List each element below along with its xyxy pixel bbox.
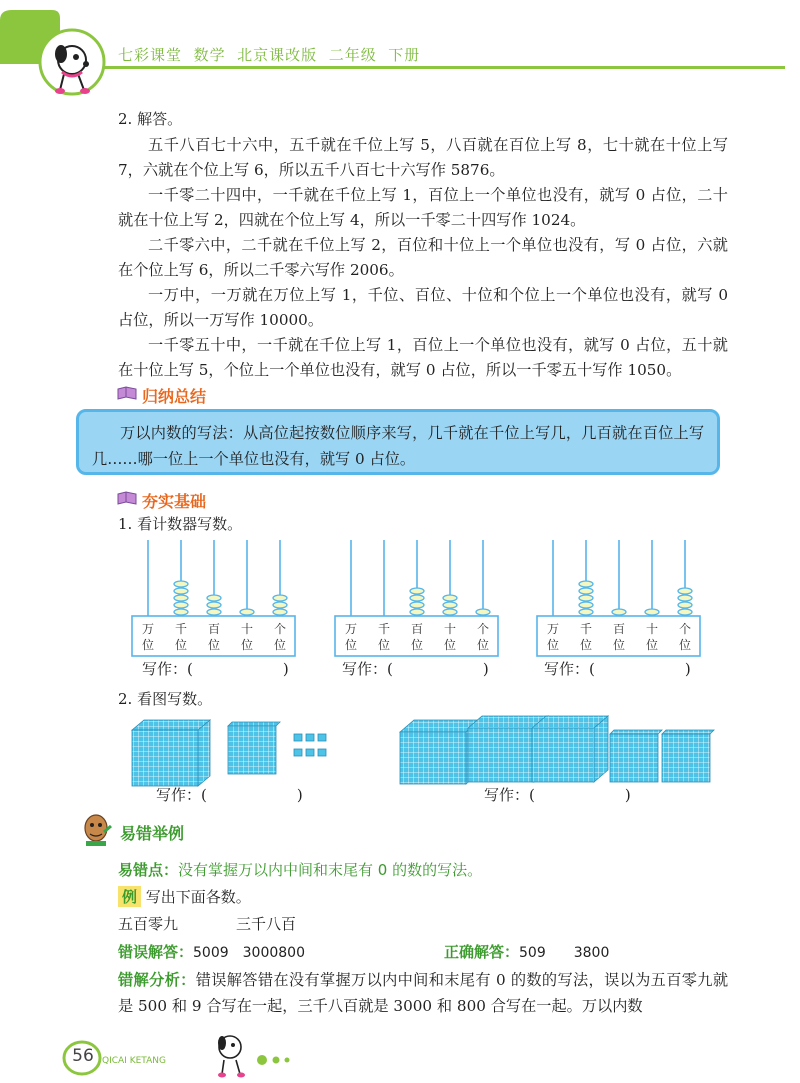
abacus-bead: [579, 602, 593, 608]
basics-title: 夯实基础: [142, 492, 207, 511]
abacus-bead: [579, 581, 593, 587]
answer-paragraph-4: 一万中，一万就在万位上写 1，千位、百位、十位和个位上一个单位也没有，就写 0 占位，所以一万写作 10000。: [118, 286, 728, 329]
answer-paragraph-5: 一千零五十中，一千就在千位上写 1，百位上一个单位也没有，就写 0 占位，五十就在十位上写 5，个位上一个单位也没有，就写 0 占位，所以一千零五十写作 1050。: [118, 336, 728, 379]
write-answer-2: 写作：( ): [342, 660, 489, 678]
abacus-bead: [174, 602, 188, 608]
summary-title: 归纳总结: [142, 387, 207, 406]
footer-brand: QICAI KETANG: [102, 1056, 166, 1066]
place-label: 十: [443, 622, 457, 636]
abacus-bead: [273, 602, 287, 608]
abacus-bead: [476, 609, 490, 615]
abacus-bead: [579, 609, 593, 615]
abacus-bead: [410, 602, 424, 608]
place-label: 位: [240, 638, 254, 652]
abacus-bead: [174, 581, 188, 587]
place-label: 千: [174, 622, 188, 636]
abacus-bead: [678, 609, 692, 615]
thinking-figure-icon: [80, 812, 114, 848]
header-title: 七彩课堂 数学 北京课改版 二年级 下册: [118, 46, 421, 64]
abacus-svg: [536, 538, 701, 658]
abacus-bead: [410, 609, 424, 615]
mistakes-title: 易错举例: [120, 824, 185, 843]
write-answer-5: 写作：( ): [484, 786, 631, 804]
place-label: 位: [476, 638, 490, 652]
place-label: 位: [645, 638, 659, 652]
place-label: 位: [612, 638, 626, 652]
right-answer: 正确解答：509 3800: [444, 943, 610, 961]
place-label: 位: [377, 638, 391, 652]
page-number: 56: [72, 1046, 94, 1066]
example-tag: 例: [118, 886, 141, 907]
answer-paragraph-2: 一千零二十四中，一千就在千位上写 1，百位上一个单位也没有，就写 0 占位，二十就在十位上写 2，四就在个位上写 4，所以一千零二十四写作 1024。: [118, 186, 728, 229]
abacus-bead: [410, 595, 424, 601]
abacus-bead: [410, 588, 424, 594]
book-icon: [116, 385, 138, 401]
place-label: 个: [273, 622, 287, 636]
place-label: 位: [141, 638, 155, 652]
place-label: 位: [273, 638, 287, 652]
example-line: 例 写出下面各数。: [118, 886, 251, 907]
abacus-1: [131, 538, 296, 658]
place-label: 个: [678, 622, 692, 636]
cube-picture-2: [398, 712, 718, 786]
abacus-bead: [174, 595, 188, 601]
answer-paragraph-1: 五千八百七十六中，五千就在千位上写 5，八百就在百位上写 8，七十就在十位上写 7，六就在个位上写 6，所以五千八百七十六写作 5876。: [118, 136, 728, 179]
abacus-bead: [207, 602, 221, 608]
basics-q1: 1. 看计数器写数。: [118, 515, 243, 533]
abacus-bead: [174, 609, 188, 615]
place-label: 位: [443, 638, 457, 652]
abacus-bead: [678, 602, 692, 608]
place-label: 位: [344, 638, 358, 652]
basics-q2: 2. 看图写数。: [118, 690, 213, 708]
place-label: 位: [579, 638, 593, 652]
abacus-bead: [579, 595, 593, 601]
abacus-bead: [207, 609, 221, 615]
abacus-bead: [174, 588, 188, 594]
place-label: 千: [377, 622, 391, 636]
book-icon: [116, 490, 138, 506]
mistake-point: 易错点：没有掌握万以内中间和末尾有 0 的数的写法。: [118, 861, 483, 879]
cube-picture-1: [128, 716, 348, 788]
place-label: 位: [410, 638, 424, 652]
abacus-bead: [207, 595, 221, 601]
abacus-bead: [443, 595, 457, 601]
place-label: 十: [645, 622, 659, 636]
place-label: 百: [410, 622, 424, 636]
place-label: 个: [476, 622, 490, 636]
footer-decoration: [62, 1038, 322, 1078]
abacus-2: [334, 538, 499, 658]
wrong-answer: 错误解答：5009 3000800: [118, 943, 305, 961]
answers-title: 2. 解答。: [118, 110, 183, 128]
abacus-bead: [645, 609, 659, 615]
dog-mascot-icon: [212, 1030, 248, 1080]
place-label: 位: [207, 638, 221, 652]
abacus-bead: [240, 609, 254, 615]
summary-text: 万以内数的写法：从高位起按数位顺序来写，几千就在千位上写几，几百就在百位上写几……哪一位上一个单位也没有，就写 0 占位。: [92, 424, 704, 468]
abacus-bead: [678, 595, 692, 601]
abacus-bead: [678, 588, 692, 594]
place-label: 万: [546, 622, 560, 636]
example-item-2: 三千八百: [236, 915, 297, 933]
abacus-bead: [443, 602, 457, 608]
place-label: 位: [678, 638, 692, 652]
answer-paragraph-3: 二千零六中，二千就在千位上写 2，百位和十位上一个单位也没有，写 0 占位，六就在个位上写 6，所以二千零六写作 2006。: [118, 236, 728, 279]
place-label: 十: [240, 622, 254, 636]
example-item-1: 五百零九: [118, 915, 179, 933]
write-answer-1: 写作：( ): [142, 660, 289, 678]
write-answer-4: 写作：( ): [156, 786, 303, 804]
abacus-bead: [443, 609, 457, 615]
place-label: 万: [141, 622, 155, 636]
place-label: 百: [612, 622, 626, 636]
abacus-bead: [612, 609, 626, 615]
abacus-3: [536, 538, 701, 658]
abacus-bead: [273, 595, 287, 601]
place-label: 百: [207, 622, 221, 636]
abacus-bead: [579, 588, 593, 594]
analysis: 错解分析：错误解答错在没有掌握万以内中间和末尾有 0 的数的写法，误以为五百零九就是 500 和 9 合写在一起，三千八百就是 3000 和 800 合写在一起。万以内数: [118, 971, 729, 1015]
place-label: 位: [546, 638, 560, 652]
place-label: 位: [174, 638, 188, 652]
abacus-svg: [334, 538, 499, 658]
place-label: 千: [579, 622, 593, 636]
abacus-bead: [273, 609, 287, 615]
dog-mascot-icon: [42, 30, 104, 96]
abacus-svg: [131, 538, 296, 658]
write-answer-3: 写作：( ): [544, 660, 691, 678]
place-label: 万: [344, 622, 358, 636]
